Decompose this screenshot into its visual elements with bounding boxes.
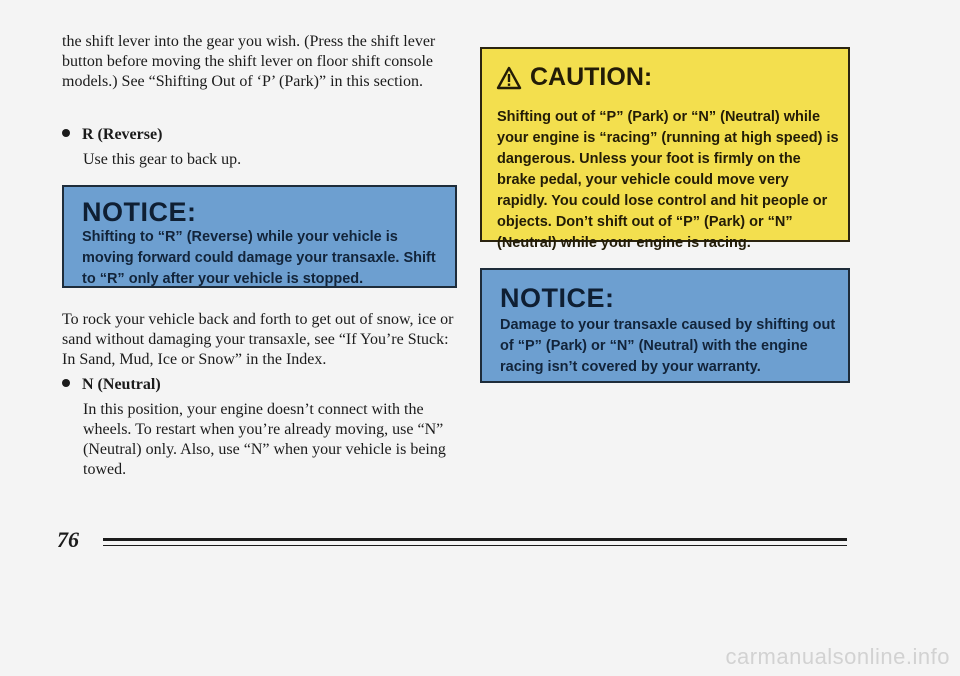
caution-heading — [496, 63, 652, 92]
neutral-heading — [62, 375, 161, 395]
notice-text: Damage to your transaxle caused by shifting out of “P” (Park) or “N” (Neutral) with the engine racing isn’t covered by your warranty. — [500, 317, 836, 375]
footer-rule-thin — [103, 545, 847, 546]
notice-heading: NOTICE: — [82, 197, 197, 227]
rock-paragraph: To rock your vehicle back and forth to get out of snow, ice or sand without damaging your transaxle, see “If You’re Stuck: In Sand, Mud, Ice or Snow” in the Index. — [62, 311, 454, 368]
notice-heading: NOTICE: — [500, 283, 615, 313]
bullet-icon — [62, 379, 70, 387]
reverse-text: Use this gear to back up. — [83, 151, 242, 168]
bullet-icon — [62, 129, 70, 137]
watermark: carmanualsonline.info — [725, 644, 950, 669]
neutral-text: In this position, your engine doesn’t connect with the wheels. To restart when you’re already moving, use “N” (Neutral) only. Also, use “N” when your vehicle is being towed. — [83, 401, 446, 478]
notice-box-reverse — [62, 185, 457, 288]
footer-rule — [103, 538, 847, 541]
reverse-heading-label: R (Reverse) — [82, 126, 163, 143]
caution-heading-label: CAUTION: — [530, 63, 653, 91]
warning-triangle-icon — [496, 66, 522, 90]
page-number: 76 — [57, 527, 79, 552]
reverse-heading — [62, 125, 162, 145]
caution-box — [480, 47, 850, 251]
caution-text: Shifting out of “P” (Park) or “N” (Neutral) while your engine is “racing” (running at high speed) is dangerous. Unless your foot is firmly on the brake pedal, your vehicle could move very rapidly. You could lose control and hit people or objects. Don’t shift out of “P” (Park) or “N” (Neutral) while your engine is racing. — [497, 109, 839, 251]
neutral-heading-label: N (Neutral) — [82, 376, 161, 393]
notice-box-warranty — [480, 268, 850, 383]
notice-text: Shifting to “R” (Reverse) while your vehicle is moving forward could damage your transaxle. Shift to “R” only after your vehicle is stopped. — [82, 229, 436, 287]
intro-paragraph: the shift lever into the gear you wish. (Press the shift lever button before moving the shift lever on floor shift console models.) See “Shifting Out of ‘P’ (Park)” in this section. — [62, 33, 436, 90]
